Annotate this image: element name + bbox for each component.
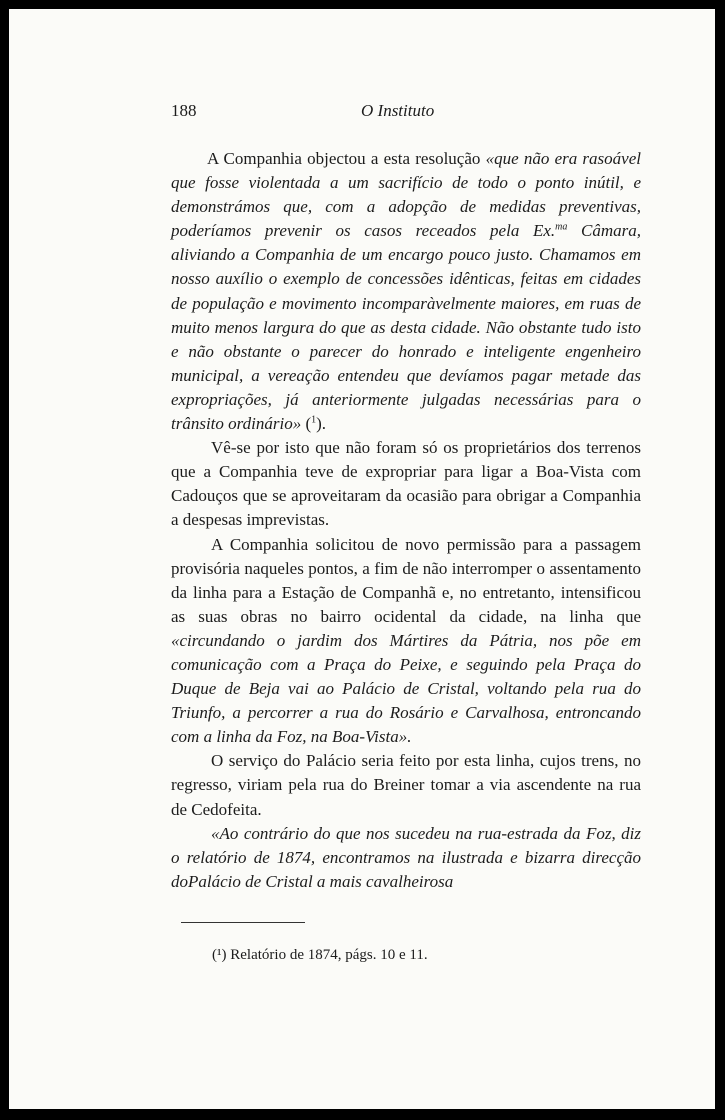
paragraph [171,822,641,894]
text-segment: O serviço do Palácio seria feito por esta linha, cujos trens, no regresso, viriam pela rua do Breiner tomar a via ascendente na rua de Cedofeita. [171,751,641,819]
footnote-marker: (¹) [212,947,227,963]
superscript: 1 [311,414,317,426]
paragraph [171,147,641,436]
text-segment: Câmara, aliviando a Companhia de um encargo pouco justo. Chamamos em nosso auxílio o exemplo de concessões idênticas, feitas em cidades de população e movimento incomparàvelmente maiores, em ruas de muito menos largura do que as desta cidade. Não obstante tudo isto e não obstante o parecer do honrado e inteligente engenheiro municipal, a vereação entendeu que devíamos pagar metade das expropriações, já anteriormente julgadas necessárias para o trânsito ordinário» [171,221,641,434]
paragraph [171,749,641,821]
text-segment: ( [301,414,312,434]
body-text [171,147,641,894]
text-segment: A Companhia objectou a esta resolução [207,149,486,168]
text-segment: Vê-se por isto que não foram só os proprietários dos terrenos que a Companhia teve de expropriar para ligar a Boa-Vista com Cadouços que se aproveitaram da ocasião para obrigar a Companhia a despesas imprevistas. [171,438,641,530]
superscript: ma [555,221,568,233]
paragraph [171,533,641,750]
text-segment: «circundando o jardim dos Mártires da Pátria, nos põe em comunicação com a Praça do Peixe, e seguindo pela Praça do Duque de Beja vai ao Palácio de Cristal, voltando pela rua do Triunfo, a percorrer a rua do Rosário e Carvalhosa, entroncando com a linha da Foz, na Boa-Vista». [171,630,641,747]
footnote-text: Relatório de 1874, págs. 10 e 11. [230,947,428,963]
page-number: 188 [171,101,197,120]
text-segment: ). [316,414,327,434]
text-segment: A Companhia solicitou de novo permissão para a passagem provisória naqueles pontos, a fim de não interromper o assentamento da linha para a Estação de Companhã e, no entretanto, intensificou as suas obras no bairro ocidental da cidade, na linha que [171,534,641,626]
text-segment: «Ao contrário do que nos sucedeu na rua-estrada da Foz, diz o relatório de 1874, encontramos na ilustrada e bizarra direcção doPalácio de Cristal a mais cavalheirosa [171,823,641,891]
page-header [171,101,651,129]
text-segment: «que não era rasoável que fosse violentada a um sacrifício de todo o ponto inútil, e demonstrámos que, com a adopção de medidas preventivas, poderíamos prevenir os casos receados pela Ex. [171,149,641,241]
paragraph [171,436,641,532]
footnote-rule [181,922,305,923]
running-title: O Instituto [361,101,435,120]
footnote [212,947,428,964]
book-page [9,9,715,1109]
